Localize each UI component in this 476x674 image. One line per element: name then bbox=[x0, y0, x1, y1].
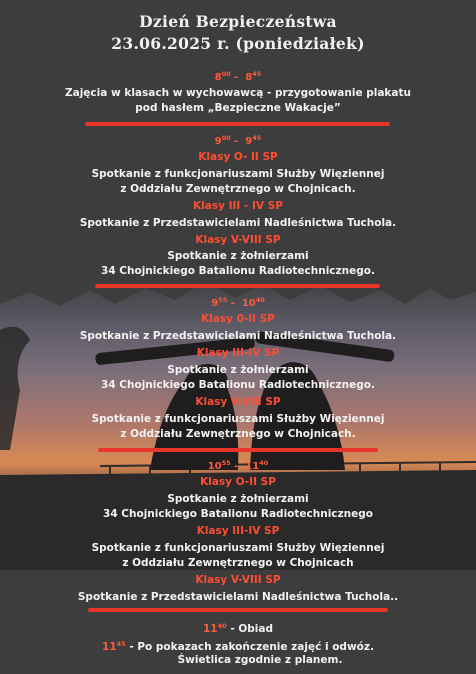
session-text: Spotkanie z Przedstawicielami Nadleśnictwa Tuchola. bbox=[79, 330, 397, 342]
red-divider bbox=[98, 448, 378, 452]
end-line-2: Świetlica zgodnie z planem. bbox=[177, 654, 343, 666]
red-divider bbox=[85, 122, 390, 126]
session-text: Spotkanie z Przedstawicielami Nadleśnictwa Tuchola. bbox=[79, 217, 397, 229]
time-slot-2: $9^{00} - 9^{45}$ bbox=[214, 134, 262, 147]
session-text: Spotkanie z żołnierzami bbox=[167, 493, 309, 505]
session-text: 34 Chojnickiego Batalionu Radiotechnicznego. bbox=[101, 265, 375, 277]
session-text: Spotkanie z funkcjonariuszami Służby Więziennej bbox=[91, 413, 385, 425]
class-group-label: Klasy 0-II SP bbox=[201, 313, 275, 325]
time-slot-1: $8^{00} - 8^{45}$ bbox=[214, 70, 262, 83]
class-group-label: Klasy III - IV SP bbox=[193, 200, 283, 212]
time-slot-4: $10^{55} - 11^{40}$ bbox=[207, 459, 269, 472]
class-group-label: Klasy III-IV SP bbox=[196, 347, 280, 359]
session-text: Spotkanie z żołnierzami bbox=[167, 250, 309, 262]
event-date: 23.06.2025 r. (poniedziałek) bbox=[111, 34, 365, 53]
page-title: Dzień Bezpieczeństwa bbox=[139, 12, 337, 31]
class-group-label: Klasy III-IV SP bbox=[196, 525, 280, 537]
session-text: Spotkanie z żołnierzami bbox=[167, 364, 309, 376]
session-text: Spotkanie z funkcjonariuszami Służby Więziennej bbox=[91, 168, 385, 180]
session-text: z Oddziału Zewnętrznego w Chojnicach. bbox=[120, 428, 356, 440]
block1-line1: Zajęcia w klasach w wychowawcą - przygotowanie plakatu bbox=[65, 87, 411, 99]
session-text: z Oddziału Zewnętrznego w Chojnicach. bbox=[120, 183, 356, 195]
time-slot-3: $9^{55} - 10^{40}$ bbox=[211, 296, 265, 309]
red-divider bbox=[88, 608, 388, 612]
class-group-label: Klasy V-VIII SP bbox=[195, 574, 281, 586]
session-text: Spotkanie z funkcjonariuszami Służby Więziennej bbox=[91, 542, 385, 554]
session-text: Spotkanie z Przedstawicielami Nadleśnictwa Tuchola.. bbox=[77, 591, 399, 603]
session-text: 34 Chojnickiego Batalionu Radiotechnicznego bbox=[103, 508, 373, 520]
red-divider bbox=[95, 284, 380, 288]
class-group-label: Klasy O- II SP bbox=[198, 151, 278, 163]
session-text: z Oddziału Zewnętrznego w Chojnicach bbox=[122, 557, 354, 569]
lunch-line: $11^{40}$ - Obiad bbox=[203, 622, 273, 635]
class-group-label: Klasy V-VIII SP bbox=[195, 234, 281, 246]
class-group-label: Klasy O-II SP bbox=[200, 476, 276, 488]
end-line: $11^{45}$ - Po pokazach zakończenie zajęć i odwóz. bbox=[102, 640, 374, 653]
class-group-label: Klasy V-VIII SP bbox=[195, 396, 281, 408]
block1-line2: pod hasłem „Bezpieczne Wakacje” bbox=[135, 102, 341, 114]
session-text: 34 Chojnickiego Batalionu Radiotechnicznego. bbox=[101, 379, 375, 391]
